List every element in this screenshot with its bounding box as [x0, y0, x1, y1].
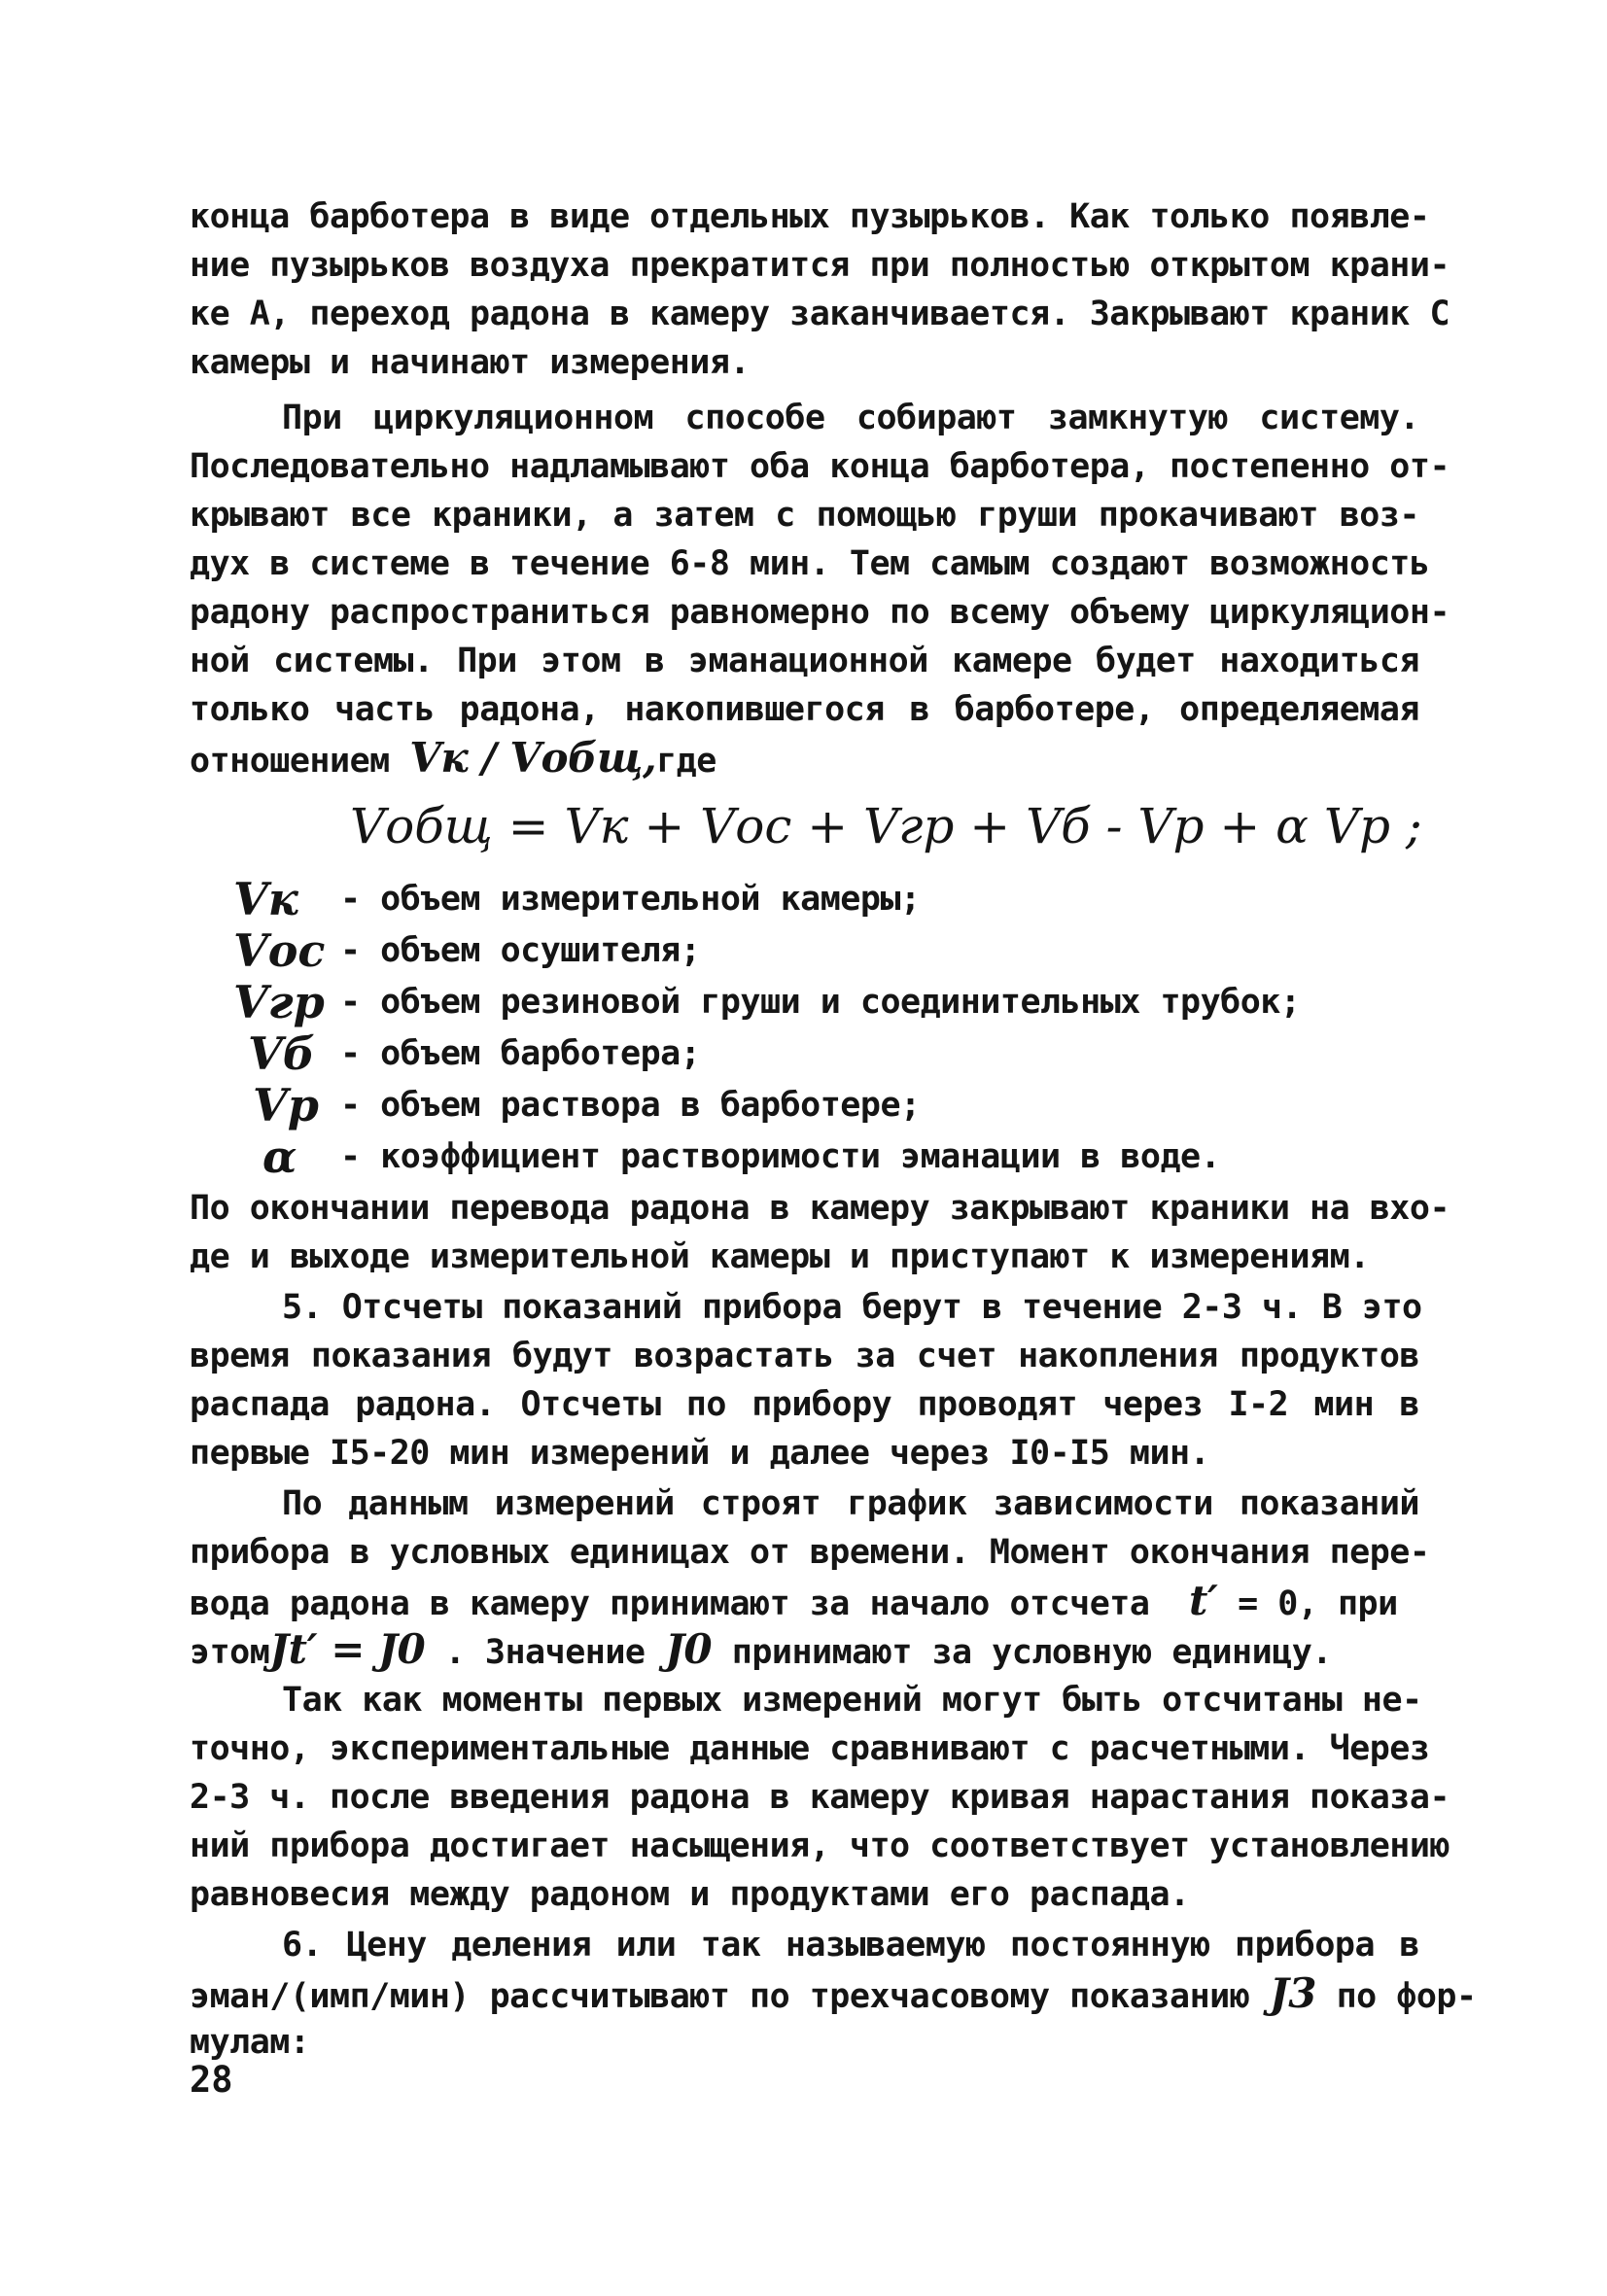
text-line: ной системы. При этом в эманационной камере будет находиться — [190, 642, 1419, 680]
symbol-vb: Vб — [248, 1027, 315, 1080]
ratio-symbol: Vк / Vобщ, — [409, 734, 657, 782]
text-line: первые I5-20 мин измерений и далее через I0-I5 мин. — [190, 1434, 1210, 1473]
text-fragment: по фор- — [1336, 1977, 1477, 2016]
text-line: 6. Цену деления или так называемую постоянную прибора в — [282, 1926, 1419, 1965]
text-fragment: . Значение — [444, 1633, 646, 1672]
text-line — [190, 734, 1419, 783]
text-line: распада радона. Отсчеты по прибору проводят через I-2 мин в — [190, 1385, 1419, 1424]
definition-text: - объем резиновой груши и соединительных трубок; — [340, 983, 1301, 1022]
text-fragment: принимают за условную единицу. — [731, 1633, 1332, 1672]
text-line: По данным измерений строят график зависимости показаний — [282, 1484, 1419, 1523]
text-line: ке А, переход радона в камеру заканчивается. Закрывают краник С — [190, 295, 1450, 333]
symbol-vr: Vр — [253, 1079, 319, 1131]
text-line — [190, 1969, 1477, 2018]
text-line: При циркуляционном способе собирают замкнутую систему. — [282, 399, 1419, 437]
time-symbol: t′ — [1189, 1577, 1218, 1624]
page-number: 28 — [190, 2059, 233, 2101]
text-line: крывают все краники, а затем с помощью груши прокачивают воз- — [190, 496, 1419, 535]
text-line: камеры и начинают измерения. — [190, 343, 751, 382]
text-line: конца барботера в виде отдельных пузырьков. Как только появле- — [190, 197, 1430, 236]
text-line: точно, экспериментальные данные сравнивают с расчетными. Через — [190, 1729, 1430, 1768]
text-fragment: этом — [190, 1633, 270, 1672]
text-line: радону распространиться равномерно по всему объему циркуляцион- — [190, 593, 1450, 632]
text-fragment: где — [656, 742, 716, 781]
symbol-voc: Vос — [233, 924, 326, 977]
text-line: равновесия между радоном и продуктами его распада. — [190, 1875, 1190, 1914]
symbol-vgr: Vгр — [233, 976, 325, 1028]
text-line: только часть радона, накопившегося в барботере, определяемая — [190, 690, 1419, 729]
symbol-alpha: α — [262, 1131, 297, 1183]
text-line: прибора в условных единицах от времени. Момент окончания пере- — [190, 1533, 1430, 1572]
j0-symbol: J0 — [665, 1625, 713, 1673]
text-line: Так как моменты первых измерений могут быть отсчитаны не- — [282, 1681, 1422, 1720]
j3-symbol: J3 — [1269, 1969, 1316, 2017]
text-line: ние пузырьков воздуха прекратится при полностью открытом крани- — [190, 246, 1450, 285]
symbol-vk: Vк — [233, 873, 298, 925]
text-fragment: отношением — [190, 742, 390, 781]
text-line: мулам: — [190, 2023, 310, 2062]
text-line: По окончании перевода радона в камеру закрывают краники на вхо- — [190, 1189, 1450, 1228]
text-fragment: = 0, при — [1238, 1584, 1398, 1623]
definition-text: - объем барботера; — [340, 1034, 701, 1073]
volume-formula: Vобщ = Vк + Vос + Vгр + Vб - Vр + α Vр ; — [350, 798, 1422, 854]
text-line: время показания будут возрастать за счет накопления продуктов — [190, 1337, 1419, 1375]
text-line: ний прибора достигает насыщения, что соответствует установлению — [190, 1826, 1450, 1865]
text-line: Последовательно надламывают оба конца барботера, постепенно от- — [190, 447, 1450, 486]
text-fragment: вода радона в камеру принимают за начало отсчета — [190, 1584, 1150, 1623]
definition-text: - объем осушителя; — [340, 931, 701, 970]
text-line — [190, 1625, 1419, 1674]
text-line: 2-3 ч. после введения радона в камеру кривая нарастания показа- — [190, 1778, 1450, 1817]
text-line: 5. Отсчеты показаний прибора берут в течение 2-3 ч. В это — [282, 1288, 1422, 1327]
text-line: дух в системе в течение 6-8 мин. Тем самым создают возможность — [190, 544, 1430, 583]
initial-reading-formula: Jt′ = J0 — [269, 1625, 426, 1673]
definition-text: - коэффициент растворимости эманации в воде. — [340, 1137, 1221, 1176]
definition-text: - объем измерительной камеры; — [340, 880, 921, 919]
definition-text: - объем раствора в барботере; — [340, 1086, 921, 1125]
text-fragment: эман/(имп/мин) рассчитывают по трехчасовому показанию — [190, 1977, 1250, 2016]
text-line — [190, 1577, 1419, 1625]
text-line: де и выходе измерительной камеры и приступают к измерениям. — [190, 1237, 1370, 1276]
